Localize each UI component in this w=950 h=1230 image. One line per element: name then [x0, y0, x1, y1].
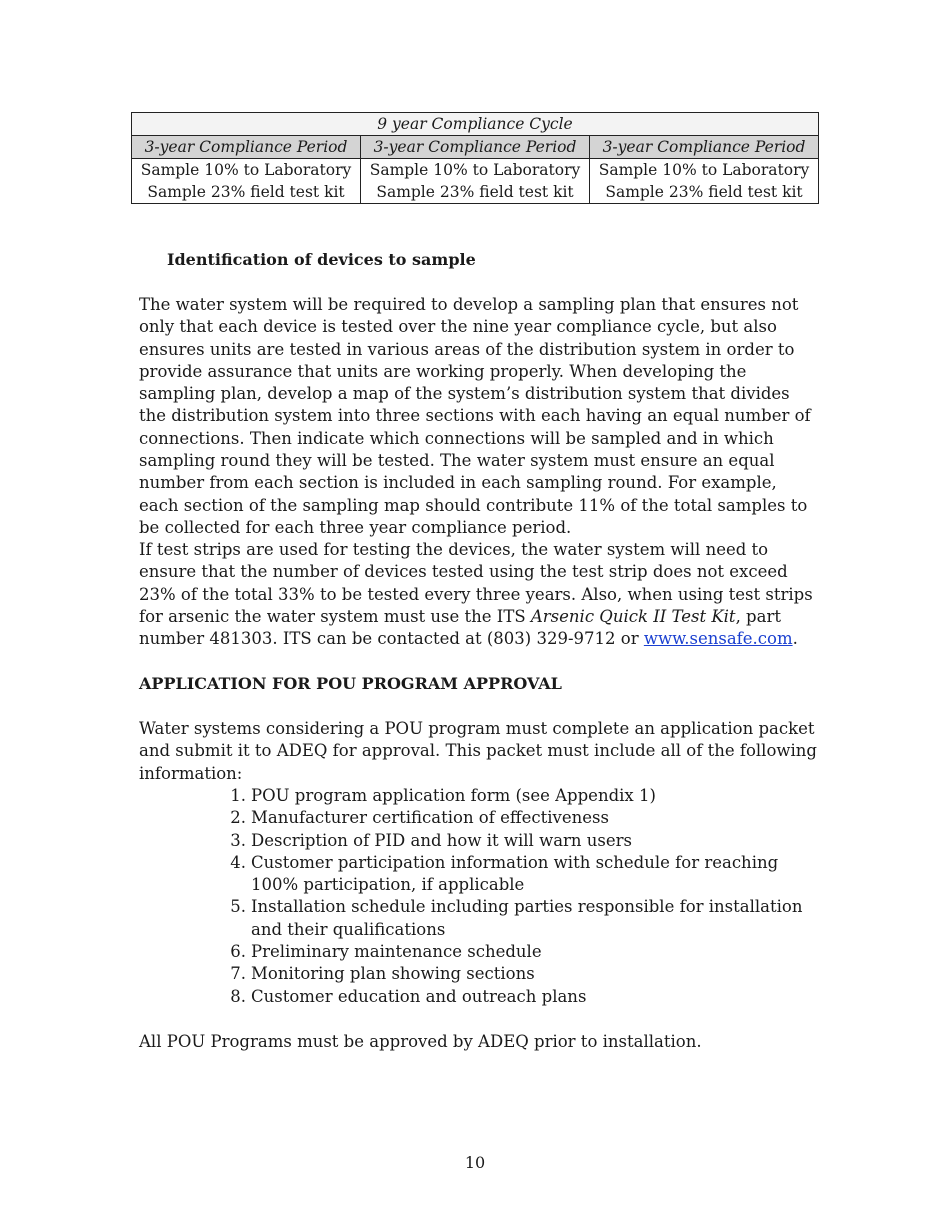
cell-lab-text: Sample 10% to Laboratory	[140, 161, 352, 179]
list-item-number: 3.	[230, 830, 246, 850]
test-strips-contact-text: , part number 481303. ITS can be contacted at (803) 329-9712 or	[139, 606, 781, 649]
list-item	[230, 830, 823, 852]
compliance-cycle-table	[131, 112, 819, 204]
table-cell-2	[361, 159, 590, 204]
table-title: 9 year Compliance Cycle	[132, 113, 819, 136]
list-item	[230, 963, 823, 985]
list-item-text: Monitoring plan showing sections	[251, 964, 535, 984]
list-item-number: 4.	[230, 852, 246, 872]
table-row	[132, 159, 819, 204]
list-item-number: 8.	[230, 986, 246, 1006]
table-header-row	[132, 136, 819, 159]
cell-kit-text: Sample 23% field test kit	[376, 183, 574, 201]
application-requirements-list	[230, 785, 823, 1008]
approval-statement: All POU Programs must be approved by ADEQ prior to installation.	[139, 1032, 702, 1051]
list-item	[230, 941, 823, 963]
list-item	[230, 785, 823, 807]
list-item-text: Customer participation information with schedule for reaching 100% participation, if applicable	[251, 852, 779, 895]
application-heading: APPLICATION FOR POU PROGRAM APPROVAL	[139, 674, 562, 693]
test-strips-text: If test strips are used for testing the devices, the water system will need to ensure that the number of devices tested using the test strip does not exceed 23% of the total 33% to be tested every three years. Also, when using test strips for arsenic the water system must use the ITS	[139, 540, 813, 626]
list-item-text: Preliminary maintenance schedule	[251, 942, 542, 962]
sensafe-link[interactable]: www.sensafe.com	[643, 629, 793, 649]
cell-kit-text: Sample 23% field test kit	[147, 183, 345, 201]
list-item-number: 7.	[230, 964, 246, 984]
list-item-text: Installation schedule including parties responsible for installation and their qualifications	[251, 897, 803, 939]
cell-kit-text: Sample 23% field test kit	[605, 183, 803, 201]
cell-lab-text: Sample 10% to Laboratory	[369, 161, 581, 179]
sampling-plan-paragraph: The water system will be required to develop a sampling plan that ensures not only that each device is tested over the nine year compliance cycle, but also ensures units are tested in various areas of the distribution system in order to provide assurance that units are working properly. When developing the sampling plan, develop a map of the system’s distribution system that divides the distribution system into three sections with each having an equal number of connections. Then indicate which connections will be sampled and in which sampling round they will be tested. The water system must ensure an equal number from each section is included in each sampling round. For example, each section of the sampling map should contribute 11% of the total samples to be collected for each three year compliance period.	[139, 295, 811, 537]
list-item-number: 5.	[230, 897, 246, 917]
table-header-2: 3-year Compliance Period	[361, 136, 590, 159]
list-item	[230, 986, 823, 1008]
list-item-text: Customer education and outreach plans	[251, 986, 587, 1006]
table-title-row	[132, 113, 819, 136]
list-item	[230, 852, 823, 897]
list-item	[230, 807, 823, 829]
table-header-1: 3-year Compliance Period	[132, 136, 361, 159]
list-item-number: 2.	[230, 808, 246, 828]
list-item-text: POU program application form (see Appendix 1)	[251, 786, 656, 805]
list-item-text: Manufacturer certification of effectiveness	[251, 808, 609, 828]
test-kit-name: Arsenic Quick II Test Kit	[530, 606, 736, 626]
table-header-3: 3-year Compliance Period	[590, 136, 819, 159]
devices-heading: Identification of devices to sample	[167, 250, 476, 269]
test-strips-end: .	[792, 629, 798, 649]
page-number: 10	[464, 1153, 486, 1172]
application-intro-paragraph: Water systems considering a POU program must complete an application packet and submit it to ADEQ for approval. This packet must include all of the following information:	[139, 719, 817, 783]
list-item	[230, 896, 823, 941]
table-cell-3	[590, 159, 819, 204]
table-cell-1	[132, 159, 361, 204]
cell-lab-text: Sample 10% to Laboratory	[598, 161, 810, 179]
list-item-text: Description of PID and how it will warn users	[251, 830, 633, 850]
test-strips-paragraph	[139, 539, 819, 650]
list-item-number: 1.	[230, 786, 246, 805]
list-item-number: 6.	[230, 942, 246, 962]
